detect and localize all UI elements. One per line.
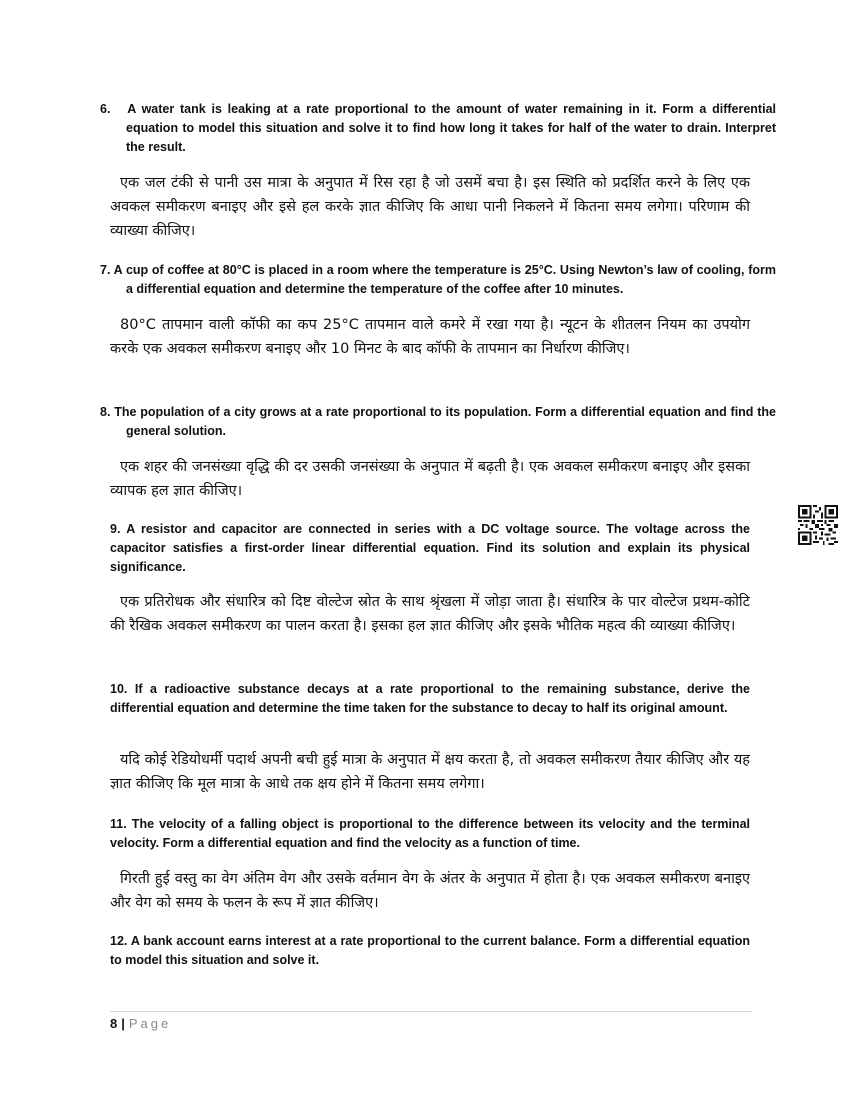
qr-code-icon: [798, 505, 838, 545]
page-number: 8: [110, 1016, 118, 1031]
question-12-english: 12. A bank account earns interest at a rate proportional to the current balance. Form a differential equation to model this situation and solve it.: [110, 934, 750, 967]
question-10-hindi: यदि कोई रेडियोधर्मी पदार्थ अपनी बची हुई मात्रा के अनुपात में क्षय करता है, तो अवकल समीकरण तैयार कीजिए और यह ज्ञात कीजिए कि मूल मात्रा के आधे तक क्षय होने में कितना समय लगेगा।: [110, 752, 750, 792]
page-footer: [110, 1016, 171, 1031]
question-6-hindi: एक जल टंकी से पानी उस मात्रा के अनुपात में रिस रहा है जो उसमें बचा है। इस स्थिति को प्रदर्शित करने के लिए एक अवकल समीकरण बनाइए और इसे हल करके ज्ञात कीजिए कि आधा पानी निकलने में कितना समय लगेगा। परिणाम की व्याख्या कीजिए।: [110, 175, 750, 239]
question-10-english: 10. If a radioactive substance decays at a rate proportional to the remaining substance, derive the differential equation and determine the time taken for the substance to decay to half its original amount.: [110, 682, 750, 715]
question-8-english: 8. The population of a city grows at a rate proportional to its population. Form a differential equation and find the general solution.: [100, 405, 776, 438]
question-7-english: 7. A cup of coffee at 80°C is placed in a room where the temperature is 25°C. Using Newton’s law of cooling, form a differential equation and determine the temperature of the coffee after 10 minutes.: [100, 263, 776, 296]
question-7-hindi: 80°C तापमान वाली कॉफी का कप 25°C तापमान वाले कमरे में रखा गया है। न्यूटन के शीतलन नियम का उपयोग करके एक अवकल समीकरण बनाइए और 10 मिनट के बाद कॉफी के तापमान का निर्धारण कीजिए।: [110, 317, 750, 357]
footer-separator: |: [121, 1016, 125, 1031]
footer-divider: [110, 1011, 752, 1012]
question-6-english: 6. A water tank is leaking at a rate proportional to the amount of water remaining in it. Form a differential equation to model this situation and solve it to find how long it takes for half of the water to drain. Interpret the result.: [100, 102, 776, 154]
page-label: Page: [128, 1016, 172, 1031]
question-9-hindi: एक प्रतिरोधक और संधारित्र को दिष्ट वोल्टेज स्रोत के साथ श्रृंखला में जोड़ा जाता है। संधारित्र के पार वोल्टेज प्रथम-कोटि की रैखिक अवकल समीकरण का पालन करता है। इसका हल ज्ञात कीजिए और इसके भौतिक महत्व की व्याख्या कीजिए।: [110, 594, 750, 634]
question-8-hindi: एक शहर की जनसंख्या वृद्धि की दर उसकी जनसंख्या के अनुपात में बढ़ती है। एक अवकल समीकरण बनाइए और इसका व्यापक हल ज्ञात कीजिए।: [110, 459, 750, 499]
question-11-hindi: गिरती हुई वस्तु का वेग अंतिम वेग और उसके वर्तमान वेग के अंतर के अनुपात में होता है। एक अवकल समीकरण बनाइए और वेग को समय के फलन के रूप में ज्ञात कीजिए।: [110, 871, 750, 911]
question-11-english: 11. The velocity of a falling object is proportional to the difference between its velocity and the terminal velocity. Form a differential equation and find the velocity as a function of time.: [110, 817, 750, 850]
question-9-english: 9. A resistor and capacitor are connected in series with a DC voltage source. The voltage across the capacitor satisfies a first-order linear differential equation. Find its solution and explain its physical significance.: [110, 522, 750, 574]
